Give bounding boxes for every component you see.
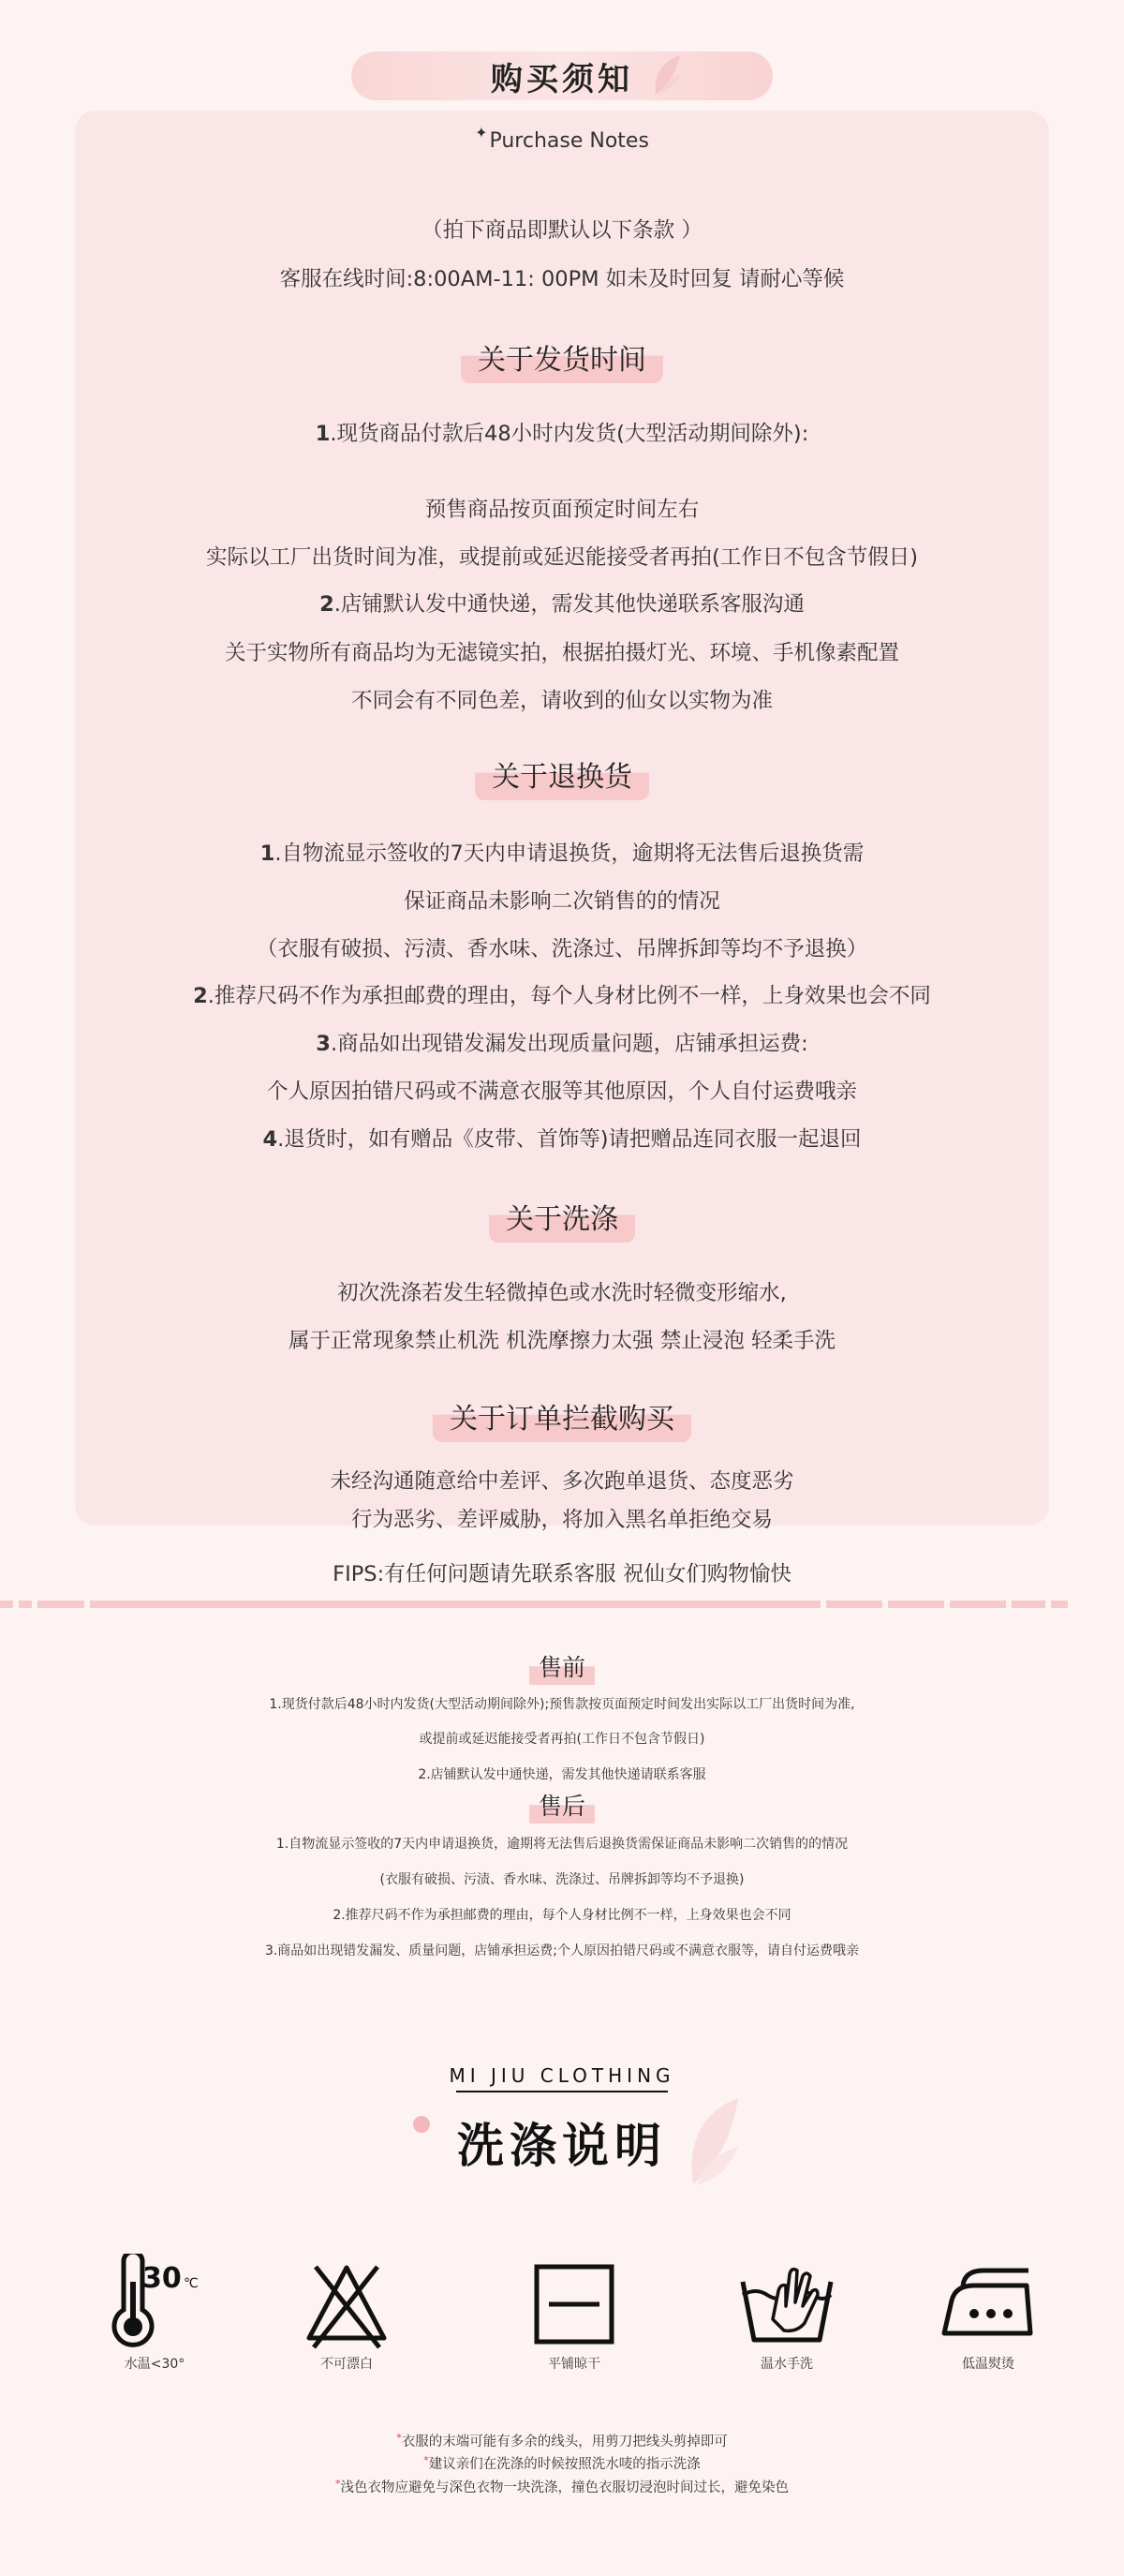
- shipping-line: 2.店铺默认发中通快递，需发其他快递联系客服沟通: [319, 592, 805, 617]
- wash-note: *衣服的末端可能有多余的线头，用剪刀把线头剪掉即可: [396, 2432, 728, 2449]
- aftersale-line: 1.自物流显示签收的7天内申请退换货，逾期将无法售后退换货需保证商品未影响二次销售的的情况: [275, 1837, 849, 1852]
- service-hours: 客服在线时间:8:00AM-11: 00PM 如未及时回复 请耐心等候: [279, 267, 845, 291]
- butterfly-wing-icon: [652, 53, 684, 97]
- thermometer-30-icon: [103, 2254, 206, 2357]
- presale-line: 2.店铺默认发中通快递，需发其他快递请联系客服: [418, 1767, 706, 1782]
- aftersale-line: 2.推荐尺码不作为承担邮费的理由，每个人身材比例不一样，上身效果也会不同: [333, 1908, 791, 1923]
- presale-line: 或提前或延迟能接受者再拍(工作日不包含节假日): [419, 1732, 705, 1747]
- page-title: [351, 52, 773, 100]
- wash-note: *浅色衣物应避免与深色衣物一块洗涤，撞色衣服切浸泡时间过长，避免染色: [335, 2478, 789, 2495]
- intercept-line: 未经沟通随意给中差评、多次跑单退货、态度恶劣: [330, 1469, 794, 1494]
- washing-heading: 关于洗涤: [0, 1192, 1124, 1243]
- returns-line: 个人原因拍错尺码或不满意衣服等其他原因，个人自付运费哦亲: [266, 1080, 857, 1104]
- aftersale-line: 3.商品如出现错发漏发、质量问题，店铺承担运费;个人原因拍错尺码或不满意衣服等，请自付运费哦亲: [264, 1943, 860, 1958]
- dry-flat-icon: [523, 2254, 626, 2357]
- icon-label: 水温<30°: [124, 2357, 185, 2372]
- svg-text:30: 30: [142, 2262, 182, 2295]
- wash-title: 洗涤说明: [457, 2119, 667, 2173]
- icon-label: 温水手洗: [761, 2357, 813, 2372]
- shipping-line: 关于实物所有商品均为无滤镜实拍，根据拍摄灯光、环境、手机像素配置: [224, 641, 899, 665]
- aftersale-line: (衣服有破损、污渍、香水味、洗涤过、吊牌拆卸等均不予退换): [379, 1872, 745, 1887]
- presale-heading: 售前: [0, 1647, 1124, 1685]
- brand-underline: [456, 2091, 668, 2092]
- page-subtitle-text: Purchase Notes: [489, 129, 649, 153]
- icon-label: 不可漂白: [320, 2357, 373, 2372]
- washing-line: 初次洗涤若发生轻微掉色或水洗时轻微变形缩水,: [337, 1281, 787, 1305]
- shipping-line: 不同会有不同色差，请收到的仙女以实物为准: [350, 689, 773, 713]
- low-iron-icon: [937, 2254, 1040, 2357]
- presale-line: 1.现货付款后48小时内发货(大型活动期间除外);预售款按页面预定时间发出实际以工厂出货时间为准,: [269, 1697, 855, 1712]
- tips-line: FIPS:有任何问题请先联系客服 祝仙女们购物愉快: [333, 1562, 791, 1586]
- butterfly-wing-icon: [684, 2094, 740, 2188]
- shipping-line: 预售商品按页面预定时间左右: [424, 498, 700, 522]
- intercept-heading: 关于订单拦截购买: [0, 1392, 1124, 1442]
- returns-line: 3.商品如出现错发漏发出现质量问题，店铺承担运费:: [316, 1032, 808, 1056]
- dashed-divider: [0, 1601, 1124, 1608]
- no-bleach-icon: [295, 2254, 398, 2357]
- brand-name: MI JIU CLOTHING: [449, 2064, 675, 2087]
- content-panel: [75, 111, 1049, 1526]
- sparkle-icon: ✦: [475, 124, 488, 141]
- aftersale-heading: 售后: [0, 1786, 1124, 1824]
- intro-line: （拍下商品即默认以下条款 ）: [422, 218, 702, 243]
- page-title-text: 购买须知: [491, 60, 633, 98]
- returns-line: 1.自物流显示签收的7天内申请退换货，逾期将无法售后退换货需: [259, 841, 865, 866]
- washing-line: 属于正常现象禁止机洗 机洗摩擦力太强 禁止浸泡 轻柔手洗: [288, 1329, 836, 1353]
- returns-line: 保证商品未影响二次销售的的情况: [404, 889, 720, 914]
- hand-wash-icon: [735, 2254, 838, 2357]
- icon-label: 平铺晾干: [548, 2357, 600, 2372]
- icon-label: 低温熨烫: [962, 2357, 1014, 2372]
- svg-text:℃: ℃: [184, 2276, 199, 2291]
- returns-heading: 关于退换货: [0, 750, 1124, 800]
- wash-note: *建议亲们在洗涤的时候按照洗水唛的指示洗涤: [423, 2454, 701, 2472]
- shipping-line: 实际以工厂出货时间为准，或提前或延迟能接受者再拍(工作日不包含节假日): [205, 545, 919, 570]
- shipping-heading: 关于发货时间: [0, 333, 1124, 383]
- returns-line: 2.推荐尺码不作为承担邮费的理由，每个人身材比例不一样，上身效果也会不同: [193, 984, 931, 1008]
- shipping-line: 1.现货商品付款后48小时内发货(大型活动期间除外):: [315, 422, 809, 446]
- returns-line: （衣服有破损、污渍、香水味、洗涤过、吊牌拆卸等均不予退换）: [256, 937, 868, 961]
- intercept-line: 行为恶劣、差评威胁，将加入黑名单拒绝交易: [350, 1508, 773, 1532]
- page-subtitle: [0, 124, 1124, 153]
- returns-line: 4.退货时，如有赠品《皮带、首饰等)请把赠品连同衣服一起退回: [262, 1127, 862, 1152]
